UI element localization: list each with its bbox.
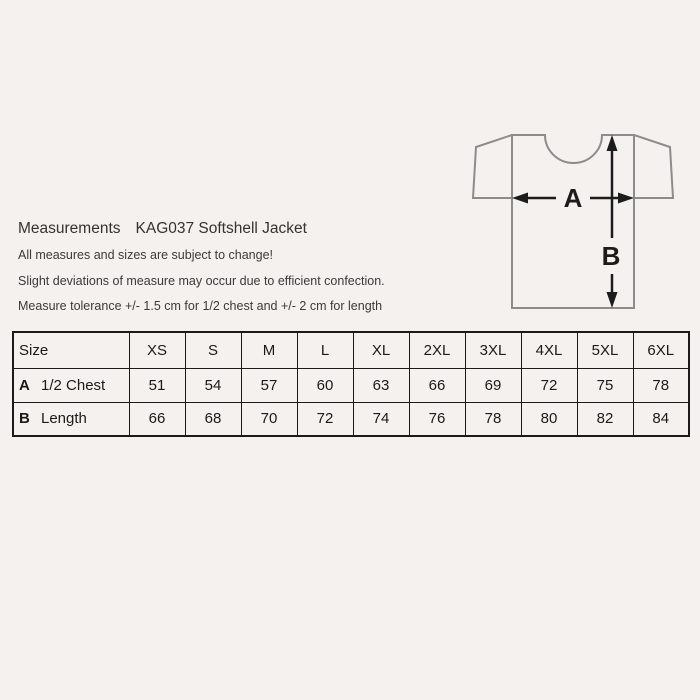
length-value-6xl: 84 — [633, 402, 689, 436]
length-value-xs: 66 — [129, 402, 185, 436]
length-value-3xl: 78 — [465, 402, 521, 436]
row-label-half-chest — [13, 368, 129, 402]
row-key-a: A — [19, 376, 30, 394]
size-header-xs: XS — [129, 332, 185, 368]
size-header-m: M — [241, 332, 297, 368]
size-header-4xl: 4XL — [521, 332, 577, 368]
size-header-s: S — [185, 332, 241, 368]
size-header-xl: XL — [353, 332, 409, 368]
size-header-5xl: 5XL — [577, 332, 633, 368]
chest-arrow-label: A — [563, 183, 583, 213]
size-header-l: L — [297, 332, 353, 368]
measurements-label: Measurements — [18, 220, 121, 237]
chest-value-s: 54 — [185, 368, 241, 402]
tshirt-right-sleeve-outline — [634, 135, 673, 198]
chest-value-m: 57 — [241, 368, 297, 402]
chest-value-2xl: 66 — [409, 368, 465, 402]
chest-value-3xl: 69 — [465, 368, 521, 402]
note-deviations: Slight deviations of measure may occur due to efficient confection. — [18, 273, 385, 288]
table-row-length — [13, 402, 689, 436]
size-column-header: Size — [13, 332, 129, 368]
length-value-l: 72 — [297, 402, 353, 436]
tshirt-measurement-diagram — [460, 128, 690, 328]
chest-measure-arrow — [512, 183, 634, 213]
chest-value-xl: 63 — [353, 368, 409, 402]
length-arrow-label: B — [601, 241, 621, 271]
size-header-6xl: 6XL — [633, 332, 689, 368]
chest-value-l: 60 — [297, 368, 353, 402]
size-table — [12, 331, 690, 437]
row-label-text: Length — [41, 410, 87, 428]
table-row-half-chest — [13, 368, 689, 402]
size-header-3xl: 3XL — [465, 332, 521, 368]
chest-value-4xl: 72 — [521, 368, 577, 402]
note-tolerance: Measure tolerance +/- 1.5 cm for 1/2 chest and +/- 2 cm for length — [18, 299, 383, 313]
length-value-xl: 74 — [353, 402, 409, 436]
size-header-2xl: 2XL — [409, 332, 465, 368]
length-value-m: 70 — [241, 402, 297, 436]
note-subject-to-change: All measures and sizes are subject to change! — [18, 248, 273, 262]
tshirt-left-sleeve-outline — [473, 135, 512, 198]
length-value-5xl: 82 — [577, 402, 633, 436]
row-label-length — [13, 402, 129, 436]
chest-value-5xl: 75 — [577, 368, 633, 402]
info-block — [18, 220, 385, 313]
chest-value-xs: 51 — [129, 368, 185, 402]
size-table-header-row — [13, 332, 689, 368]
page-title — [18, 220, 385, 238]
product-name: KAG037 Softshell Jacket — [135, 220, 307, 237]
length-value-2xl: 76 — [409, 402, 465, 436]
chest-value-6xl: 78 — [633, 368, 689, 402]
length-value-s: 68 — [185, 402, 241, 436]
row-key-b: B — [19, 410, 30, 428]
tshirt-body-outline — [512, 135, 634, 308]
length-measure-arrow — [602, 135, 621, 308]
row-label-text: 1/2 Chest — [41, 376, 106, 394]
length-value-4xl: 80 — [521, 402, 577, 436]
